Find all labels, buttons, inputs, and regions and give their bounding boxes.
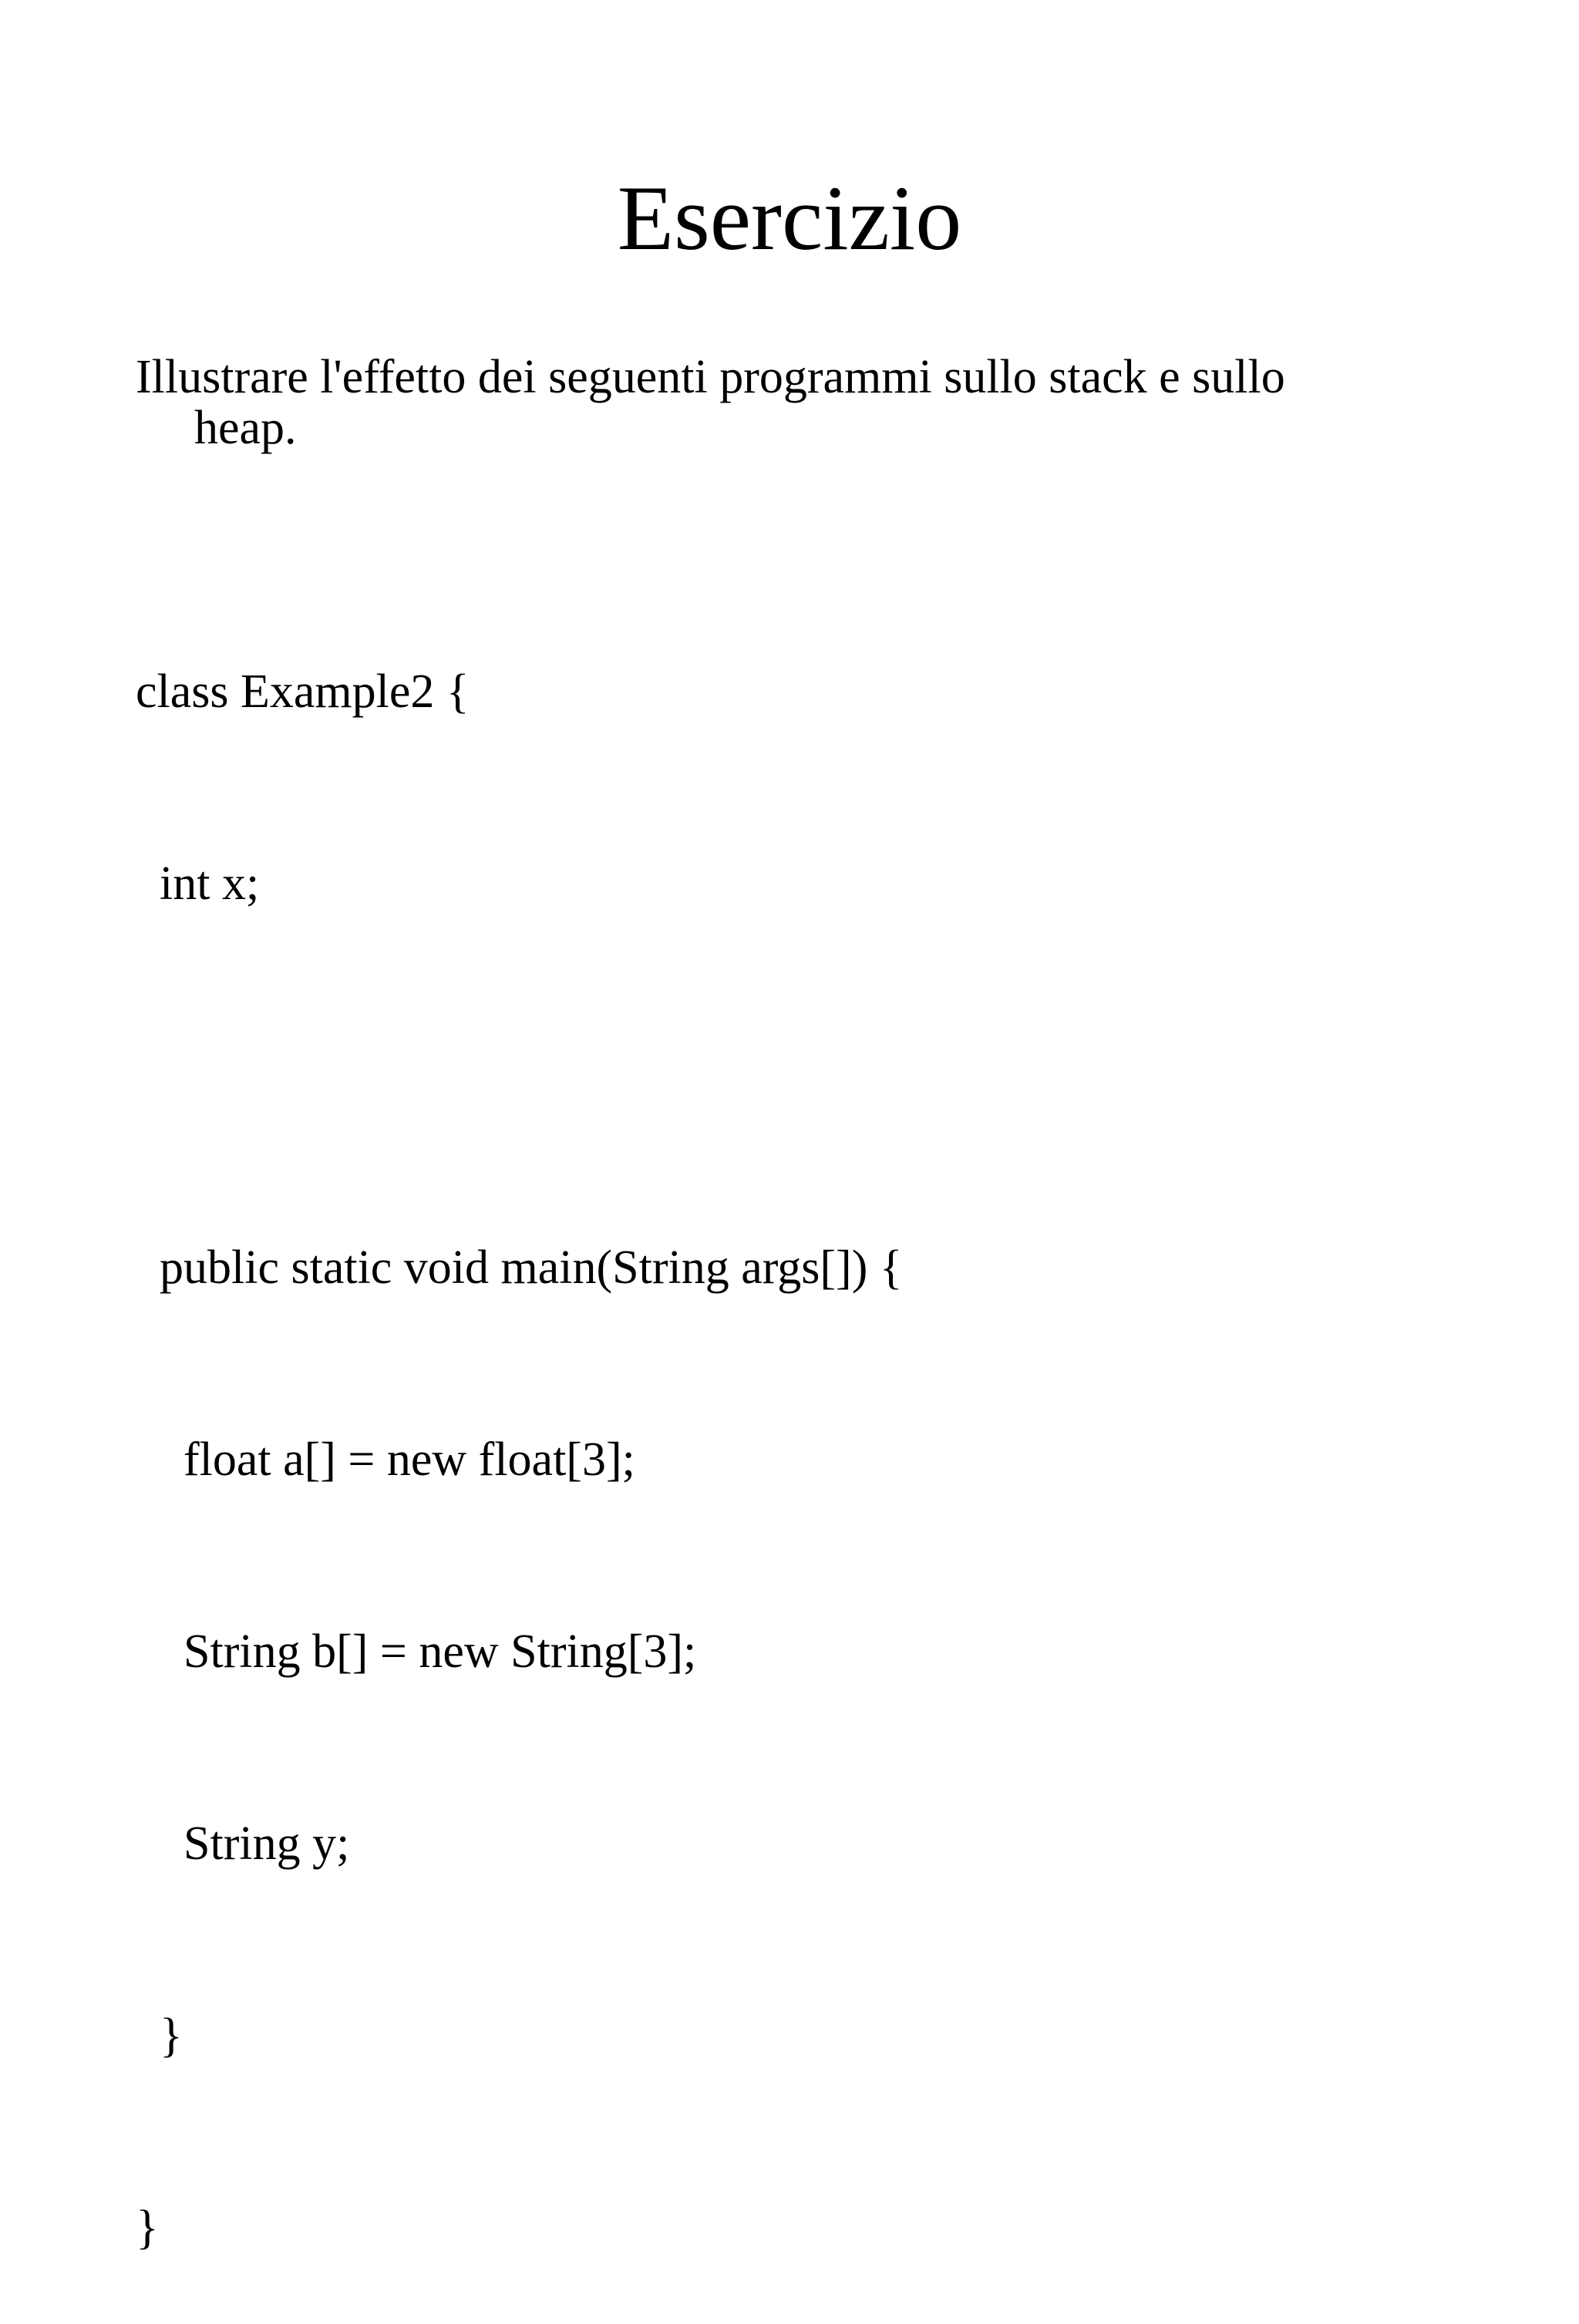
code-block: [136, 532, 903, 2324]
code-line: class Example2 {: [136, 665, 470, 718]
instructions-line-1: Illustrare l'effetto dei seguenti programmi sullo stack e sullo: [136, 351, 1285, 403]
exercise-instructions: [136, 352, 1446, 453]
slide-title: Esercizio: [617, 167, 962, 269]
code-line: float a[] = new float[3];: [136, 1433, 635, 1486]
code-line: String b[] = new String[3];: [136, 1625, 697, 1678]
code-line: public static void main(String args[]) {: [136, 1241, 903, 1294]
code-line: }: [136, 2009, 183, 2062]
code-line: int x;: [136, 857, 260, 910]
code-line: String y;: [136, 1817, 350, 1870]
code-line-blank: [136, 1044, 903, 1108]
instructions-line-2: heap.: [194, 402, 297, 454]
code-line: }: [136, 2201, 159, 2254]
